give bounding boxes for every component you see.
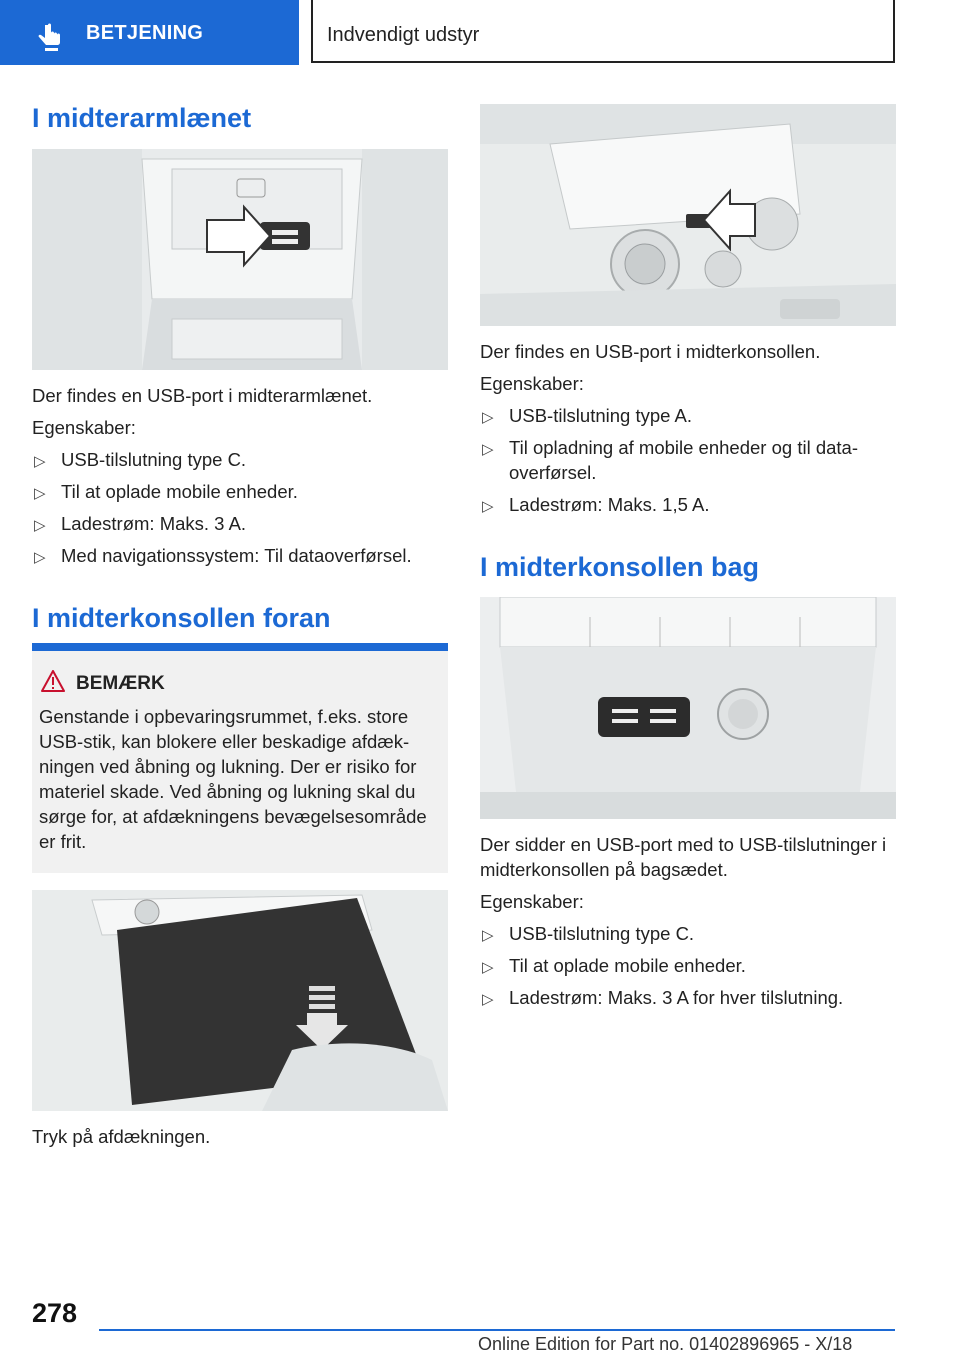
bullet-triangle-icon: ▷ [482,498,494,515]
bullet-triangle-icon: ▷ [482,991,494,1008]
console-usb-a-photo [480,104,896,326]
console-bullets [480,403,896,517]
list-item: ▷ USB-tilslutning type A. [480,403,896,428]
section-tab [0,0,299,65]
armrest-bullets [32,447,448,568]
hand-pointer-icon [36,22,66,52]
bullet-triangle-icon: ▷ [482,409,494,426]
rear-props-label: Egenskaber: [480,891,584,912]
rear-console-usb-photo [480,597,896,819]
bullet-triangle-icon: ▷ [34,453,46,470]
list-item: ▷ USB-tilslutning type C. [480,921,896,946]
heading-armrest: I midterarmlænet [32,103,252,133]
footer-text: Online Edition for Part no. 01402896965 - X/18 [478,1334,853,1354]
bullet-triangle-icon: ▷ [34,485,46,502]
page-number: 278 [32,1298,78,1328]
footer-rule [99,1329,895,1331]
armrest-usb-photo [32,149,448,370]
list-item: ▷ Ladestrøm: Maks. 3 A for hver tilslutning. [480,985,896,1010]
chapter-header [311,0,895,63]
bullet-triangle-icon: ▷ [34,549,46,566]
rear-intro: Der sidder en USB-port med to USB-tilslutninger i midterkonsollen på bagsædet. [480,834,887,880]
warning-accent-bar [32,643,448,651]
list-item: ▷ Til at oplade mobile enheder. [32,479,448,504]
section-label: BETJENING [86,22,204,44]
heading-console-front: I midterkonsollen foran [32,603,331,633]
bullet-triangle-icon: ▷ [482,927,494,944]
warning-box [32,651,448,873]
list-item: ▷ USB-tilslutning type C. [32,447,448,472]
list-item: ▷ Til at oplade mobile enheder. [480,953,896,978]
heading-console-rear: I midterkonsollen bag [480,552,760,582]
list-item: ▷ Ladestrøm: Maks. 1,5 A. [480,492,896,517]
warning-body: Genstande i opbevaringsrummet, f.eks. store USB-stik, kan blokere eller beskadige afdækningen ved åbning og lukning. Der er risiko for materiel skade. Ved åbning og lukning skal du sørge for, at afdækningens bevægelsesområde er frit. [39,706,427,852]
armrest-props-label: Egenskaber: [32,417,136,438]
console-front-caption: Tryk på afdækningen. [32,1126,211,1147]
bullet-triangle-icon: ▷ [482,959,494,976]
chapter-label: Indvendigt udstyr [327,24,480,46]
warning-triangle-icon [41,670,65,692]
warning-title: BEMÆRK [76,673,165,694]
rear-bullets [480,921,896,1010]
console-props-label: Egenskaber: [480,373,584,394]
list-item: ▷ Til opladning af mobile enheder og til dataoverførsel. [482,437,858,483]
console-cover-photo [32,890,448,1111]
list-item: ▷ Med navigationssystem: Til dataoverførsel. [32,543,448,568]
console-intro: Der findes en USB-port i midterkonsollen. [480,341,821,362]
list-item: ▷ Ladestrøm: Maks. 3 A. [32,511,448,536]
bullet-triangle-icon: ▷ [34,517,46,534]
armrest-intro: Der findes en USB-port i midterarmlænet. [32,385,373,406]
bullet-triangle-icon: ▷ [482,441,494,458]
